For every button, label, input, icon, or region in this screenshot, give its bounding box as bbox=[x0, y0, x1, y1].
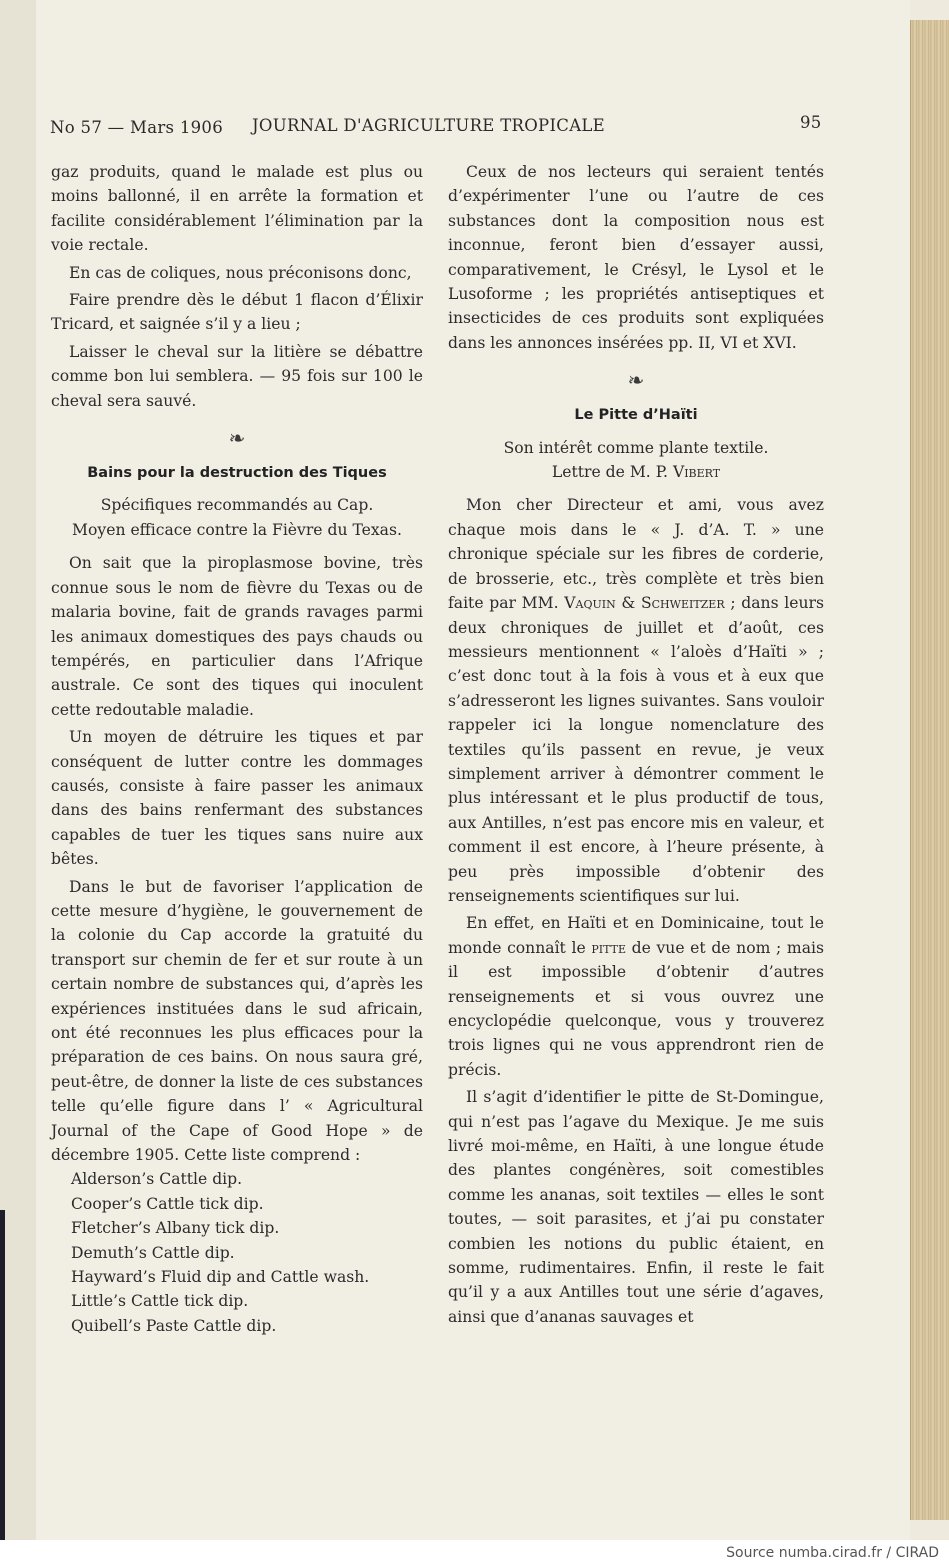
paragraph bbox=[448, 493, 824, 908]
author-names: Vaquin & Schweitzer bbox=[564, 594, 725, 613]
binding-strip bbox=[0, 1210, 5, 1540]
text-run: de vue et de nom ; mais il est impossible d’obtenir d’autres renseignements et si vous ouvrez une encyclopédie quelconque, vous y trouverez trois lignes qui ne vous apprendront rien de précis. bbox=[448, 938, 824, 1079]
paragraph: Il s’agit d’identifier le pitte de St-Domingue, qui n’est pas l’agave du Mexique. Je me suis livré moi-même, en Haïti, à une longue étude des plantes congénères, soit comestibles comme les ananas, soit textiles — elles le sont toutes, — soit parasites, et j’ai pu constater combien les notions du public étaient, en somme, rudimentaires. Enfin, il reste le fait qu’il y a aux Antilles tout une série d’agaves, ainsi que d’ananas sauvages et bbox=[448, 1088, 824, 1326]
subtitle: Son intérêt comme plante textile. bbox=[503, 438, 769, 457]
paragraph: On sait que la piroplasmose bovine, très connue sous le nom de fièvre du Texas ou de malaria bovine, fait de grands ravages parmi les animaux domestiques des pays chauds ou tempérés, en particulier dans l’Afrique australe. Ce sont des tiques qui inoculent cette redoutable maladie. bbox=[51, 554, 423, 719]
right-column bbox=[448, 160, 824, 1329]
subtitle: Spécifiques recommandés au Cap. bbox=[100, 496, 374, 515]
left-column bbox=[51, 160, 423, 1338]
subtitle: Moyen efficace contre la Fièvre du Texas. bbox=[72, 520, 402, 539]
paragraph: En cas de coliques, nous préconisons donc, bbox=[69, 263, 412, 282]
binding-edge bbox=[0, 0, 38, 1540]
subtitle-letter bbox=[448, 460, 824, 484]
section-title-tiques: Bains pour la destruction des Tiques bbox=[87, 465, 387, 482]
text-run: ; dans leurs deux chroniques de juillet et d’août, ces messieurs mentionnent « l’aloès d’Haïti » ; c’est donc tout à la fois à vous et à eux que s’adresseront les lignes suivantes. Sans vouloir rappeler ici la longue nomenclature des textiles qu’ils passent en revue, je veux simplement arriver à démontrer comment le plus intéressant et le plus productif de tous, aux Antilles, n’est pas encore mis en valeur, et comment il est encore, à l’heure présente, à peu près impossible d’obtenir des renseignements scientifiques sur lui. bbox=[448, 594, 824, 905]
list-item: Little’s Cattle tick dip. bbox=[71, 1292, 249, 1311]
letter-prefix: Lettre de M. P. bbox=[551, 463, 668, 482]
paragraph: Faire prendre dès le début 1 flacon d’Élixir Tricard, et saignée s’il y a lieu ; bbox=[51, 291, 423, 334]
list-item: Hayward’s Fluid dip and Cattle wash. bbox=[71, 1268, 370, 1287]
paragraph: gaz produits, quand le malade est plus ou moins ballonné, il en arrête la formation et facilite considérablement l’élimination par la voie rectale. bbox=[51, 163, 423, 255]
list-item: Fletcher’s Albany tick dip. bbox=[71, 1219, 280, 1238]
dip-list bbox=[51, 1167, 423, 1338]
source-credit: Source numba.cirad.fr / CIRAD bbox=[726, 1545, 939, 1561]
list-item: Demuth’s Cattle dip. bbox=[71, 1243, 235, 1262]
list-item: Alderson’s Cattle dip. bbox=[71, 1170, 243, 1189]
term-pitte: pitte bbox=[591, 938, 626, 957]
paragraph: Dans le but de favoriser l’application de cette mesure d’hygiène, le gouvernement de la colonie du Cap accorde la gratuité du transport sur chemin de fer et sur route à un certain nombre de substances qui, d’après les expériences instituées dans le sud africain, ont été reconnues les plus efficaces pour la préparation de ces bains. On nous saura gré, peut-être, de donner la liste de ces substances telle qu’elle figure dans l’ « Agricultural Journal of the Cape of Good Hope » de décembre 1905. Cette liste comprend : bbox=[51, 877, 423, 1165]
ornament-icon: ❧ bbox=[228, 426, 246, 451]
issue-date: No 57 — Mars 1906 bbox=[50, 118, 224, 137]
author-name: Vibert bbox=[672, 463, 721, 482]
list-item: Cooper’s Cattle tick dip. bbox=[71, 1194, 264, 1213]
text-run: En effet, en Haïti et en Dominicaine, tout le monde connaît le bbox=[448, 914, 824, 957]
paragraph: Un moyen de détruire les tiques et par conséquent de lutter contre les dommages causés, consiste à faire passer les animaux dans des bains renfermant des substances capables de tuer les tiques sans nuire aux bêtes. bbox=[51, 728, 423, 869]
text-run: Mon cher Directeur et ami, vous avez chaque mois dans le « J. d’A. T. » une chronique spéciale sur les fibres de corderie, de brosserie, etc., très complète et très bien faite par MM. bbox=[448, 496, 824, 613]
page-edges bbox=[910, 20, 949, 1520]
running-header bbox=[50, 113, 830, 140]
list-item: Quibell’s Paste Cattle dip. bbox=[71, 1316, 277, 1335]
paragraph: Ceux de nos lecteurs qui seraient tentés d’expérimenter l’une ou l’autre de ces substances dont la composition nous est inconnue, feront bien d’essayer aussi, comparativement, le Crésyl, le Lysol et le Lusoforme ; les propriétés antiseptiques et insecticides de ces produits sont expliquées dans les annonces insérées pp. II, VI et XVI. bbox=[448, 163, 824, 352]
page-number: 95 bbox=[800, 113, 822, 132]
ornament-icon: ❧ bbox=[627, 368, 645, 393]
paragraph bbox=[448, 911, 824, 1082]
paragraph: Laisser le cheval sur la litière se débattre comme bon lui semblera. — 95 fois sur 100 le cheval sera sauvé. bbox=[51, 342, 423, 410]
section-title-pitte: Le Pitte d’Haïti bbox=[574, 407, 698, 424]
journal-title: JOURNAL D'AGRICULTURE TROPICALE bbox=[252, 116, 606, 135]
